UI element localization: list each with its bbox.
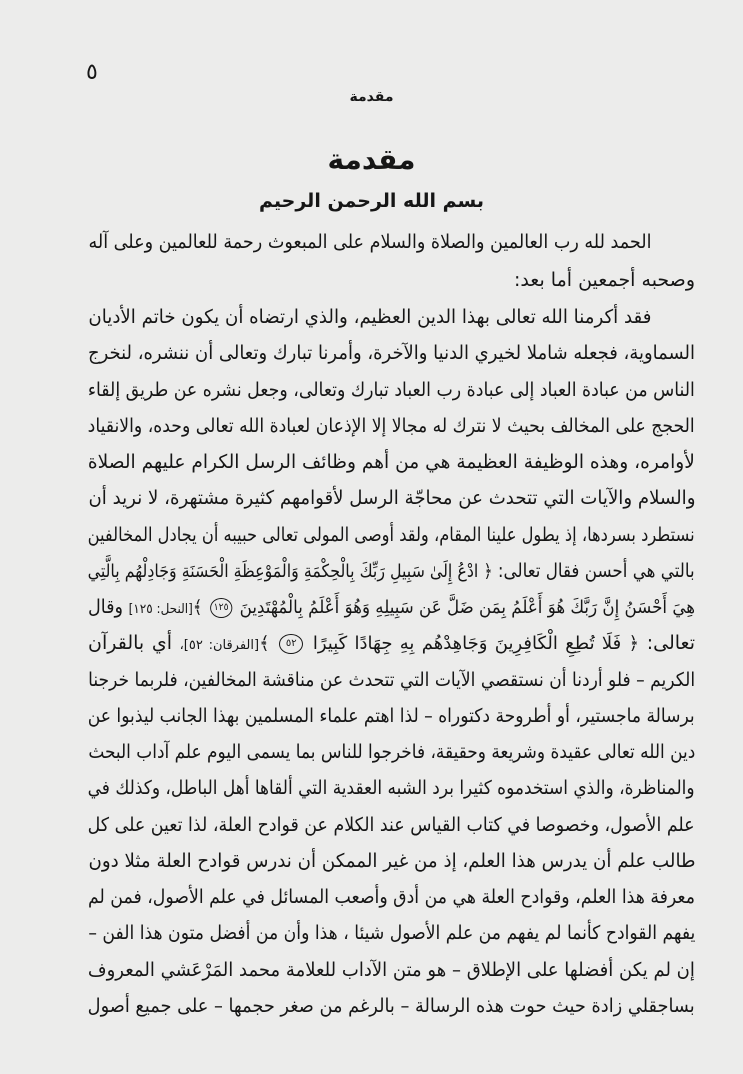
ayah-number-marker: ٥٢ (279, 634, 303, 654)
page-number: ٥ (86, 60, 98, 85)
line-text: فقد أكرمنا الله تعالى بهذا الدين العظيم، والذي ارتضاه أن يكون خاتم الأديان (88, 306, 651, 328)
line-text (88, 553, 695, 590)
line-text (88, 589, 695, 628)
line-text-segment: بالتي هي أحسن فقال تعالى: (498, 559, 695, 582)
chapter-title: مقدمة (327, 143, 416, 176)
line-text: يفهم القوادح كأنما لم يفهم من علم الأصول شيئا ، هذا وأن من أفضل متون هذا الفن – (88, 922, 695, 945)
text-line-with-verse (88, 589, 695, 625)
line-text: دين الله تعالى عقيدة وشريعة وحقيقة، فاخرجوا للناس بما يسمى اليوم علم آداب البحث (88, 741, 695, 763)
quran-verse: ﴿ ادْعُ إِلَىٰ سَبِيلِ رَبِّكَ بِالْحِكْمَةِ وَالْمَوْعِظَةِ الْحَسَنَةِ وَجَادِلْهُم بِالَّتِي (88, 560, 493, 582)
line-text: إن لم يكن أفضلها على الإطلاق – هو متن الآداب للعلامة محمد المَرْعَشي المعروف (88, 958, 695, 981)
text-line (88, 807, 695, 843)
quran-verse: هِيَ أَحْسَنُ إِنَّ رَبَّكَ هُوَ أَعْلَمُ بِمَن ضَلَّ عَن سَبِيلِهِ وَهُوَ أَعْلَمُ بِالْمُهْتَدِينَ (239, 597, 695, 618)
text-line (88, 444, 695, 480)
line-text-segment: تعالى: (646, 632, 695, 655)
text-line-with-verse (88, 553, 695, 589)
line-text: الحجج على المخالف بحيث لا نترك له مجالا إلا الإذعان لعبادة الله تعالى وحده، والانقياد (88, 414, 695, 437)
text-line (88, 372, 695, 408)
surah-citation: [النحل: ١٢٥] (128, 602, 193, 617)
line-text: برسالة ماجستير، أو أطروحة دكتوراه – لذا اهتم علماء المسلمين بهذا الجانب ليذبوا عن (88, 704, 695, 727)
line-text: والمناظرة، والذي استخدموه كثيرا برد الشبه العقدية التي ألقاها أهل الباطل، وكذلك في (88, 777, 695, 800)
line-text: نستطرد بسردها، إذ يطول علينا المقام، ولقد أوصى المولى تعالى حبيبه أن يجادل المخالفين (88, 523, 695, 546)
text-line (88, 915, 695, 951)
body-text (88, 223, 695, 1024)
text-line (88, 879, 695, 915)
line-text: السماوية، فجعله شاملا لخيري الدنيا والآخرة، وأمرنا تبارك وتعالى أن ننشره، لنخرج (88, 342, 695, 365)
text-line-with-verse (88, 625, 695, 661)
text-line (88, 843, 695, 879)
text-line (88, 299, 695, 335)
paragraph (88, 223, 695, 299)
line-text: معرفة هذا العلم، وقوادح العلة هي من أدق وأصعب المسائل في علم الأصول، فمن لم (88, 886, 695, 908)
text-line (88, 335, 695, 371)
line-text: وصحبه أجمعين أما بعد: (513, 269, 695, 291)
basmala-heading: بسم الله الرحمن الرحيم (259, 190, 484, 212)
line-text: الناس من عبادة العباد إلى عبادة رب العباد تبارك وتعالى، وجعل نشره عن طريق إلقاء (88, 378, 695, 401)
quran-closing-bracket: ﴾ (259, 633, 270, 655)
text-line (88, 662, 695, 698)
line-text: الكريم – فلو أردنا أن نستقصي الآيات التي تتحدث عن مناقشة المخالفين، فلربما خرجنا (88, 668, 695, 691)
line-text: بساجقلي زادة حيث حوت هذه الرسالة – بالرغم من صغر حجمها – على جميع أصول (88, 994, 695, 1017)
text-line (88, 408, 695, 444)
line-text: الحمد لله رب العالمين والصلاة والسلام على المبعوث رحمة للعالمين وعلى آله (88, 231, 651, 253)
text-line (88, 952, 695, 988)
text-line (88, 770, 695, 806)
text-line (88, 223, 695, 261)
running-header-title: مقدمة (349, 89, 394, 105)
text-line (88, 698, 695, 734)
line-text: لأوامره، وهذه الوظيفة العظيمة هي من أهم وظائف الرسل الكرام عليهم الصلاة (88, 451, 695, 473)
line-text: والسلام والآيات التي تتحدث عن محاجّة الرسل لأقوامهم كثيرة مشتهرة، لا نريد أن (88, 487, 695, 510)
text-line (88, 734, 695, 770)
line-text: طالب علم أن يدرس هذا العلم، إذ من غير الممكن أن ندرس قوادح العلة مثلا دون (88, 849, 695, 872)
line-text-segment: أي بالقرآن (88, 632, 172, 655)
text-line (88, 988, 695, 1024)
text-line (88, 261, 695, 299)
ayah-number-marker: ١٢٥ (210, 598, 232, 618)
quran-verse: ﴿ فَلَا تُطِعِ الْكَافِرِينَ وَجَاهِدْهُم بِهِ جِهَادًا كَبِيرًا (312, 633, 640, 655)
text-line (88, 480, 695, 516)
paragraph (88, 299, 695, 1024)
text-line (88, 517, 695, 553)
line-text: علم الأصول، وخصوصا في كتاب القياس عند الكلام عن قوادح العلة، لذا تعين على كل (88, 813, 695, 836)
surah-citation: [الفرقان: ٥٢]، (179, 638, 260, 654)
quran-closing-bracket: ﴾ (192, 597, 203, 618)
line-text-segment: وقال (88, 596, 124, 618)
line-text (88, 625, 695, 664)
